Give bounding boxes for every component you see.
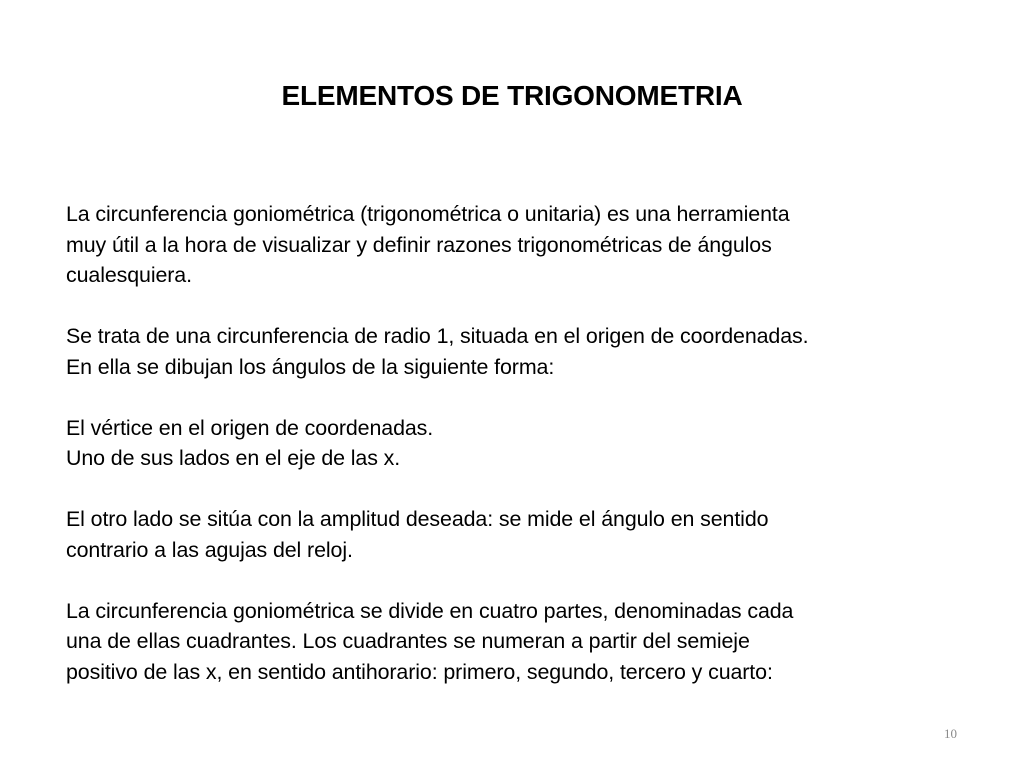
text-line: La circunferencia goniométrica (trigonométrica o unitaria) es una herramienta <box>66 202 790 226</box>
text-line: El vértice en el origen de coordenadas. <box>66 415 434 440</box>
text-line: contrario a las agujas del reloj. <box>66 537 353 562</box>
text-line: positivo de las x, en sentido antihorario: primero, segundo, tercero y cuarto: <box>66 659 773 684</box>
text-line: Uno de sus lados en el eje de las x. <box>66 446 401 470</box>
paragraph-vertex-side <box>66 413 986 474</box>
paragraph-intro <box>66 199 986 291</box>
text-line: una de ellas cuadrantes. Los cuadrantes se numeran a partir del semieje <box>66 629 750 653</box>
text-line: cualesquiera. <box>66 263 192 287</box>
paragraph-definition <box>66 321 986 382</box>
paragraph-spacer <box>66 474 986 505</box>
text-line: Se trata de una circunferencia de radio 1, situada en el origen de coordenadas. <box>66 324 809 348</box>
slide-body <box>66 199 986 687</box>
paragraph-quadrants <box>66 596 986 688</box>
paragraph-spacer <box>66 291 986 322</box>
page-number: 10 <box>944 726 957 741</box>
text-line: En ella se dibujan los ángulos de la siguiente forma: <box>66 354 555 379</box>
text-line: La circunferencia goniométrica se divide en cuatro partes, denominadas cada <box>66 598 794 623</box>
slide-title: ELEMENTOS DE TRIGONOMETRIA <box>281 80 743 111</box>
text-line: muy útil a la hora de visualizar y definir razones trigonométricas de ángulos <box>66 232 772 257</box>
paragraph-spacer <box>66 382 986 413</box>
text-line: El otro lado se sitúa con la amplitud deseada: se mide el ángulo en sentido <box>66 507 769 531</box>
paragraph-spacer <box>66 565 986 596</box>
paragraph-other-side <box>66 504 986 565</box>
